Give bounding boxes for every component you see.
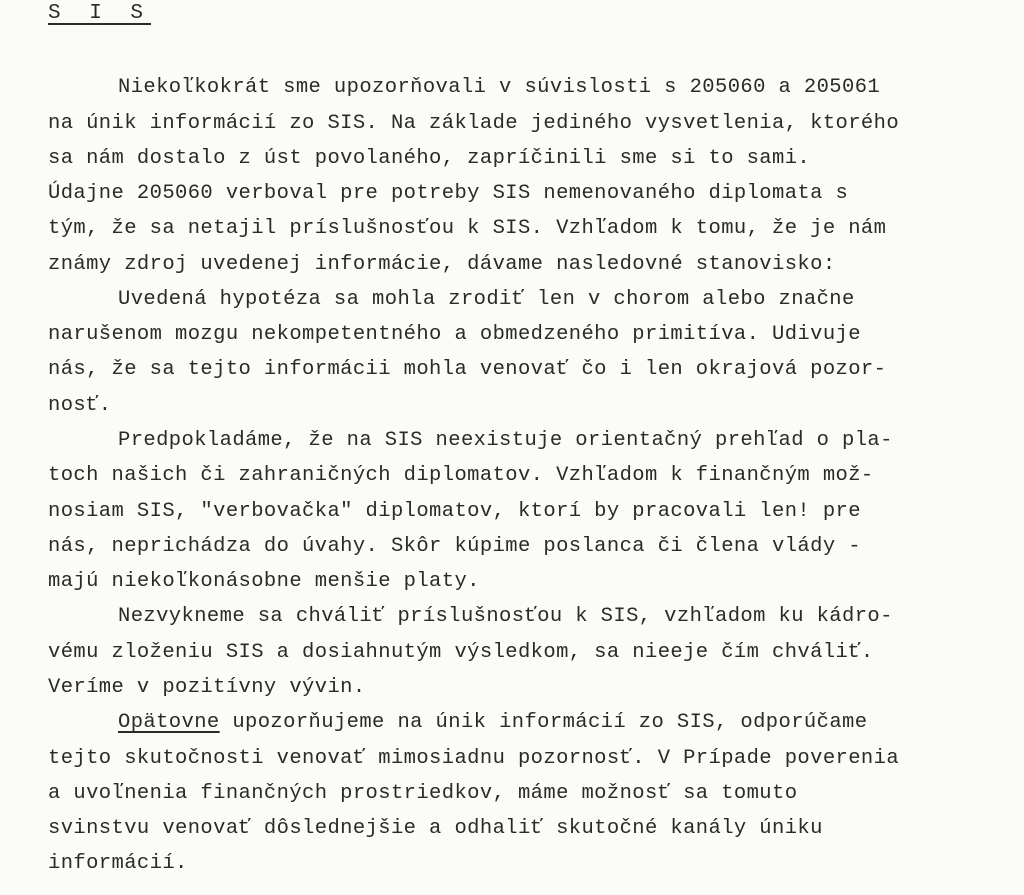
text-line: na únik informácií zo SIS. Na základe jediného vysvetlenia, ktorého xyxy=(48,112,900,135)
text-line: sa nám dostalo z úst povolaného, zapríčinili sme si to sami. xyxy=(48,147,811,170)
text-line: tejto skutočnosti venovať mimosiadnu pozornosť. V Prípade poverenia xyxy=(48,747,900,770)
document-title: S I S xyxy=(48,2,152,25)
text-line: informácií. xyxy=(48,852,188,875)
text-line: Údajne 205060 verboval pre potreby SIS nemenovaného diplomata s xyxy=(48,182,849,205)
text-line: Predpokladáme, že na SIS neexistuje orientačný prehľad o pla- xyxy=(118,429,893,452)
text-line: Veríme v pozitívny vývin. xyxy=(48,676,366,699)
text-line: majú niekoľkonásobne menšie platy. xyxy=(48,570,480,593)
text-line: Uvedená hypotéza sa mohla zrodiť len v chorom alebo značne xyxy=(118,288,855,311)
text-line: nás, neprichádza do úvahy. Skôr kúpime poslanca či člena vlády - xyxy=(48,535,861,558)
text-line: toch našich či zahraničných diplomatov. Vzhľadom k finančným mož- xyxy=(48,464,874,487)
text-line: a uvoľnenia finančných prostriedkov, máme možnosť sa tomuto xyxy=(48,782,798,805)
text-line: Niekoľkokrát sme upozorňovali v súvislosti s 205060 a 205061 xyxy=(118,76,881,99)
text-line: Nezvykneme sa chváliť príslušnosťou k SIS, vzhľadom ku kádro- xyxy=(118,605,893,628)
text-line: tým, že sa netajil príslušnosťou k SIS. Vzhľadom k tomu, že je nám xyxy=(48,217,887,240)
text-line: narušenom mozgu nekompetentného a obmedzeného primitíva. Udivuje xyxy=(48,323,861,346)
text-line: známy zdroj uvedenej informácie, dávame nasledovné stanovisko: xyxy=(48,253,836,276)
text-line: vému zloženiu SIS a dosiahnutým výsledkom, sa nieeje čím chváliť. xyxy=(48,641,874,664)
text-line xyxy=(118,710,867,736)
text-line: nosť. xyxy=(48,394,112,417)
text-line: nás, že sa tejto informácii mohla venovať čo i len okrajová pozor- xyxy=(48,358,887,381)
text-line: svinstvu venovať dôslednejšie a odhaliť skutočné kanály úniku xyxy=(48,817,823,840)
text-line: nosiam SIS, "verbovačka" diplomatov, ktorí by pracovali len! pre xyxy=(48,500,861,523)
underlined-word: Opätovne xyxy=(118,711,220,734)
text-line-rest: upozorňujeme na únik informácií zo SIS, odporúčame xyxy=(219,711,868,734)
